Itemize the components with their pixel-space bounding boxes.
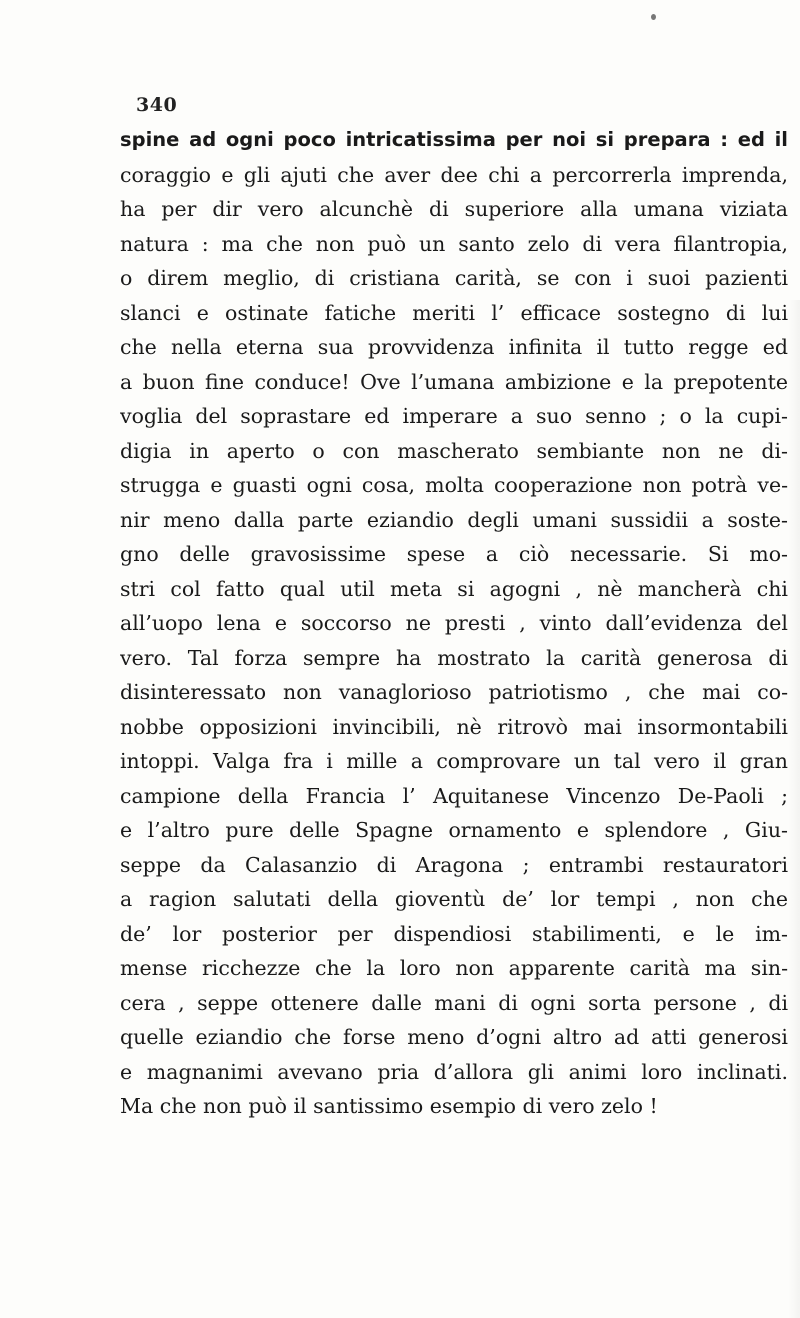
text-line: campione della Francia l’ Aquitanese Vincenzo De-Paoli ; <box>120 783 788 808</box>
text-line: natura : ma che non può un santo zelo di vera filantropia, <box>120 231 788 256</box>
text-line: intoppi. Valga fra i mille a comprovare un tal vero il gran <box>120 749 788 773</box>
text-line: vero. Tal forza sempre ha mostrato la carità generosa di <box>120 645 788 670</box>
text-line: voglia del soprastare ed imperare a suo senno ; o la cupi- <box>120 404 788 428</box>
text-line: che nella eterna sua provvidenza infinita il tutto regge ed <box>120 335 788 359</box>
ink-speck <box>651 14 656 20</box>
text-line: o direm meglio, di cristiana carità, se con i suoi pazienti <box>120 266 788 290</box>
text-line: strugga e guasti ogni cosa, molta cooperazione non potrà ve- <box>120 473 788 497</box>
text-line: Ma che non può il santissimo esempio di vero zelo ! <box>120 1094 658 1118</box>
page-number: 340 <box>136 94 178 116</box>
text-line: ha per dir vero alcunchè di superiore alla umana viziata <box>120 197 788 221</box>
text-line: e magnanimi avevano pria d’allora gli animi loro inclinati. <box>120 1059 788 1084</box>
text-line: spine ad ogni poco intricatissima per noi si prepara : ed il <box>120 128 788 151</box>
text-line: a ragion salutati della gioventù de’ lor tempi , non che <box>120 887 788 911</box>
text-line: slanci e ostinate fatiche meriti l’ efficace sostegno di lui <box>120 300 788 325</box>
text-line: stri col fatto qual util meta si agogni , nè mancherà chi <box>120 576 788 601</box>
text-line: nobbe opposizioni invincibili, nè ritrovò mai insormontabili <box>120 714 788 739</box>
text-line: seppe da Calasanzio di Aragona ; entrambi restauratori <box>120 852 788 877</box>
body-text <box>120 123 788 1124</box>
text-line: quelle eziandio che forse meno d’ogni altro ad atti generosi <box>120 1025 788 1049</box>
text-line: a buon fine conduce! Ove l’umana ambizione e la prepotente <box>120 369 788 394</box>
text-line: nir meno dalla parte eziandio degli umani sussidii a soste- <box>120 507 788 532</box>
text-line: e l’altro pure delle Spagne ornamento e splendore , Giu- <box>120 818 788 842</box>
page-edge-shadow <box>788 300 800 1318</box>
text-line: mense ricchezze che la loro non apparente carità ma sin- <box>120 956 788 980</box>
text-line: digia in aperto o con mascherato sembiante non ne di- <box>120 438 788 463</box>
text-line: cera , seppe ottenere dalle mani di ogni sorta persone , di <box>120 990 788 1015</box>
text-line: gno delle gravosissime spese a ciò necessarie. Si mo- <box>120 542 788 566</box>
text-line: all’uopo lena e soccorso ne presti , vinto dall’evidenza del <box>120 611 788 635</box>
text-line: disinteressato non vanaglorioso patriotismo , che mai co- <box>120 680 788 704</box>
text-line: de’ lor posterior per dispendiosi stabilimenti, e le im- <box>120 921 788 946</box>
text-line: coraggio e gli ajuti che aver dee chi a percorrerla imprenda, <box>120 162 788 187</box>
